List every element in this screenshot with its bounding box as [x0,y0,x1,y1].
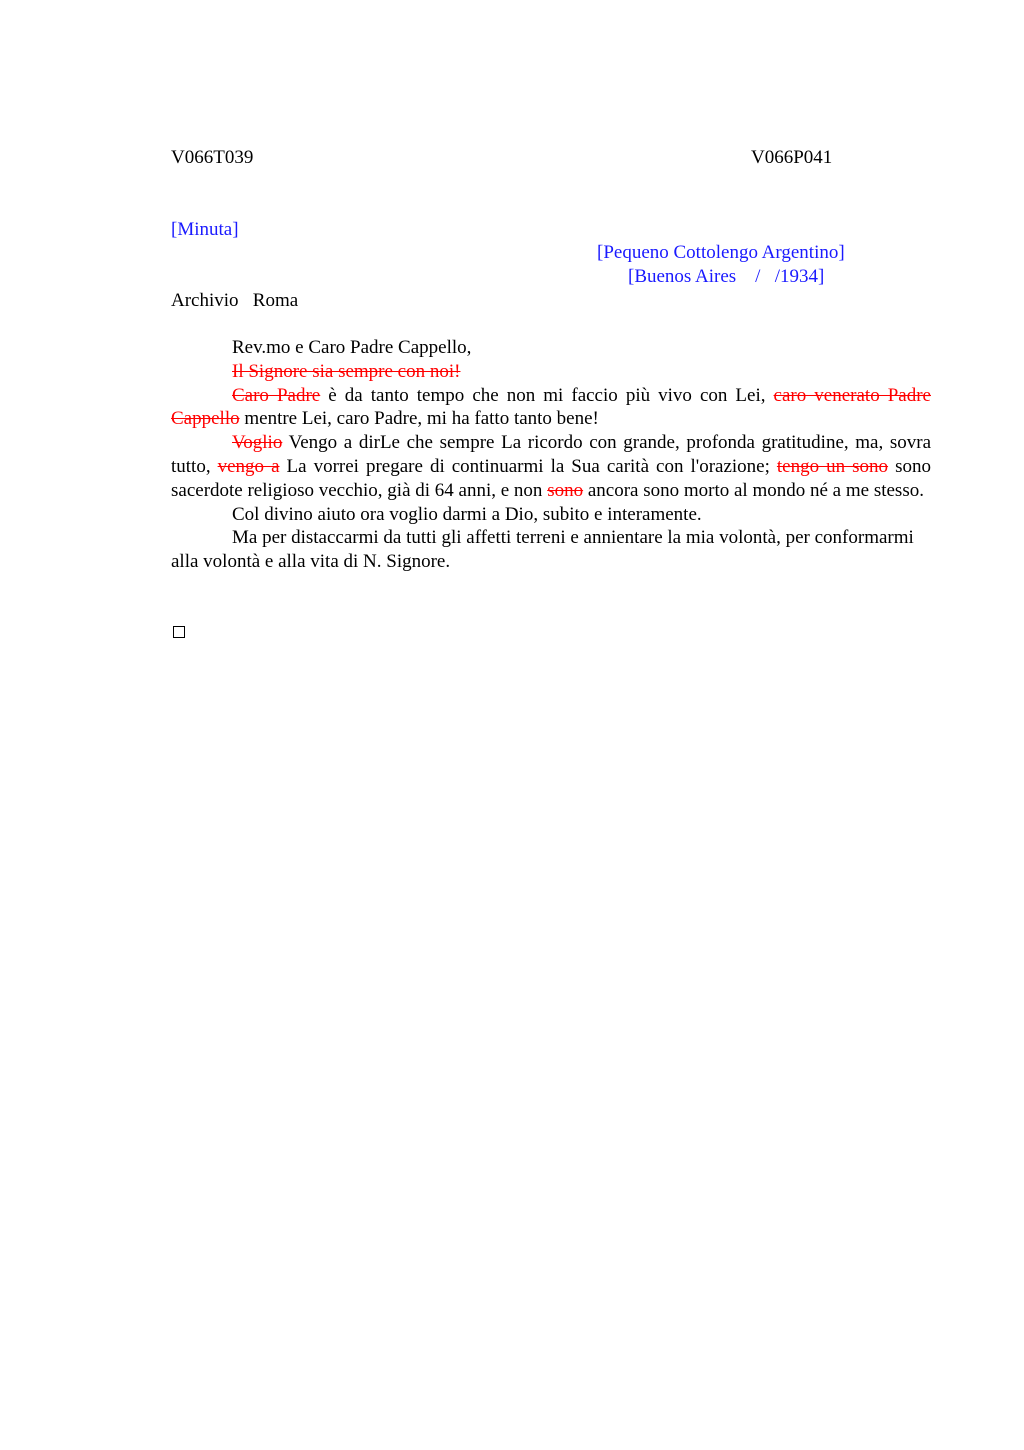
deleted-text: vengo a [217,455,280,477]
paragraph-1: Caro Padre è da tanto tempo che non mi faccio più vivo con Lei, caro venerato Padre Cappello mentre Lei, caro Padre, mi ha fatto tanto bene! [171,384,931,430]
checkbox-square-icon [173,626,185,638]
salutation: Rev.mo e Caro Padre Cappello, [232,337,472,358]
right-code: V066P041 [751,147,833,168]
letter-body [171,336,931,574]
archive-label: Archivio Roma [171,290,299,311]
left-code: V066T039 [171,147,254,168]
deleted-text: caro venerato Padre Cappello [171,384,931,430]
minuta-label: [Minuta] [171,219,239,240]
paragraph-2: Voglio Vengo a dirLe che sempre La ricordo con grande, profonda gratitudine, ma, sovra tutto, vengo a La vorrei pregare di continuarmi la Sua carità con l'orazione; tengo un sono sono sacerdote religioso vecchio, già di 64 anni, e non sono ancora sono morto al mondo né a me stesso. [171,432,931,501]
deleted-text: Caro Padre [232,384,321,406]
paragraph-3: Col divino aiuto ora voglio darmi a Dio, subito e interamente. [232,503,702,525]
deleted-text: Il Signore sia sempre con noi! [232,360,461,382]
deleted-text: Voglio [232,432,283,454]
deleted-text: sono [547,479,584,501]
city-date-label: [Buenos Aires / /1934] [628,266,825,287]
deleted-text: tengo un sono [776,455,889,477]
struck-line [171,360,931,384]
paragraph-4: Ma per distaccarmi da tutti gli affetti terreni e annientare la mia volontà, per conformarmi alla volontà e alla vita di N. Signore. [171,527,914,573]
place-label: [Pequeno Cottolengo Argentino] [597,242,845,263]
